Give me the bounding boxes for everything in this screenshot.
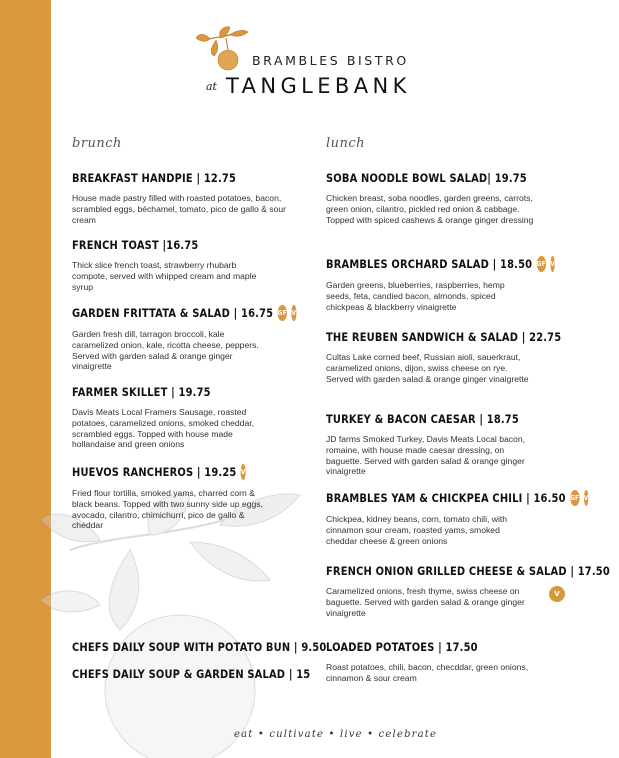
vegetarian-badge: V [291,305,296,321]
menu-item-title: CHEFS DAILY SOUP & GARDEN SALAD | 15 [72,667,311,681]
menu-item-name: TURKEY & BACON CAESAR [326,412,476,426]
menu-item [72,667,312,681]
gluten-free-badge: GF [277,305,286,321]
menu-item-description: Davis Meats Local Framers Sausage, roasted potatoes, caramelized onions, smoked cheddar, scrambled eggs. Topped with house made hollandaise and green onions [72,407,255,450]
menu-item-name: FRENCH TOAST [72,238,159,252]
menu-item-name: LOADED POTATOES [326,640,435,654]
menu-item-title: TURKEY & BACON CAESAR | 18.75 [326,412,519,426]
menu-item-title: HUEVOS RANCHEROS | 19.25 V [72,465,246,479]
menu-item-title: FRENCH TOAST | 16.75 [72,238,199,252]
menu-item-price: 9.50 [301,640,327,654]
menu-item [72,305,297,372]
menu-item-title: LOADED POTATOES | 17.50 [326,640,478,654]
vegetarian-badge: V [584,490,589,506]
menu-item [326,640,556,684]
menu-item-price: 12.75 [203,171,237,185]
menu-item [72,640,327,654]
menu-item-price: 19.25 [204,465,237,479]
brunch-column [72,136,327,696]
menu-item-description: House made pastry filled with roasted potatoes, bacon, scrambled eggs, béchamel, tomato, pico de gallo & sour cream [72,193,287,225]
menu-item [72,464,272,531]
vegetarian-badge: V [549,586,565,602]
menu-item-description: Fried flour tortilla, smoked yams, charred corn & black beans. Topped with two sunny side up eggs, avocado, cilantro, chimichurri, pico de gallo & cheddar [72,488,263,531]
menu-item-title: THE REUBEN SANDWICH & SALAD | 22.75 [326,330,562,344]
menu-item-price: 17.50 [445,640,478,654]
menu-item-name: FARMER SKILLET [72,385,168,399]
lunch-column [326,136,610,696]
menu-item-description: Cultas Lake corned beef, Russian aioli, sauerkraut, caramelized onions, dijon, swiss cheese on rye. Served with garden salad & orange ginger vinaigrette [326,352,529,384]
menu-item [72,238,262,292]
menu-item-price: 19.75 [494,171,527,185]
menu-item-title: FRENCH ONION GRILLED CHEESE & SALAD | 17.50 [326,564,610,578]
menu-item-title: BREAKFAST HANDPIE | 12.75 [72,171,237,185]
menu-item-title: FARMER SKILLET | 19.75 [72,385,211,399]
menu-item-name: HUEVOS RANCHEROS [72,465,194,479]
lunch-section-title: lunch [326,136,366,151]
menu-item [326,330,562,384]
menu-item-description: Garden greens, blueberries, raspberries, hemp seeds, feta, candied bacon, almonds, spiced chickpeas & blackberry vinaigrette [326,280,505,312]
menu-item-name: SOBA NOODLE BOWL SALAD [326,171,488,185]
menu-item-price: 18.50 [500,257,533,271]
menu-item-name: CHEFS DAILY SOUP WITH POTATO BUN [72,640,291,654]
menu-item-price: 15 [296,667,311,681]
menu-item-title: CHEFS DAILY SOUP WITH POTATO BUN | 9.50 [72,640,327,654]
menu-item-title: BRAMBLES ORCHARD SALAD | 18.50 GF V [326,257,556,271]
menu-item-price: 19.75 [178,385,211,399]
menu-item-name: FRENCH ONION GRILLED CHEESE & SALAD [326,564,567,578]
menu-item-name: CHEFS DAILY SOUP & GARDEN SALAD [72,667,286,681]
vegetarian-badge: V [550,256,555,272]
menu-item-name: BRAMBLES YAM & CHICKPEA CHILI [326,491,523,505]
menu-item-name: GARDEN FRITTATA & SALAD [72,306,231,320]
menu-item [72,171,292,225]
menu-item-title: SOBA NOODLE BOWL SALAD | 19.75 [326,171,527,185]
menu-item-description: Roast potatoes, chili, bacon, checddar, green onions, cinnamon & sour cream [326,662,529,683]
brand-subtitle: BRAMBLES BISTRO [252,53,409,68]
menu-item-price: 16.75 [241,306,274,320]
menu-item-price: 17.50 [577,564,610,578]
vegetarian-badge: V [241,464,246,480]
menu-item-title: GARDEN FRITTATA & SALAD | 16.75 GF V [72,306,297,320]
menu-item [326,490,589,546]
menu-item-name: THE REUBEN SANDWICH & SALAD [326,330,519,344]
menu-item-description: Chicken breast, soba noodles, garden greens, carrots, green onion, cilantro, pickled red onion & cabbage. Topped with spiced cashews & orange ginger dressing [326,193,534,225]
menu-item [326,256,556,312]
menu-item [326,412,531,477]
menu-item-description: Caramelized onions, fresh thyme, swiss cheese on baguette. Served with garden salad & orange ginger vinaigrette [326,586,525,618]
menu-item-description: Garden fresh dill, tarragon broccoli, kale caramelized onion, kale, ricotta cheese, peppers. Served with garden salad & orange ginger vinaigrette [72,329,259,372]
menu-item [326,564,610,618]
orange-logo-icon [196,26,250,74]
menu-item-price: 16.50 [533,491,566,505]
brand-at: at [206,80,217,93]
menu-item-description: Chickpea, kidney beans, corn, tomato chili, with cinnamon sour cream, roasted yams, smoked cheddar cheese & green onions [326,514,508,546]
gluten-free-badge: GF [570,490,579,506]
menu-item-title: BRAMBLES YAM & CHICKPEA CHILI | 16.50 GF V [326,491,589,505]
brand-title: TANGLEBANK [226,74,411,98]
footer-tagline: eat • cultivate • live • celebrate [234,729,438,740]
menu-item-price: 16.75 [166,238,199,252]
menu-item [326,171,536,225]
menu-item-name: BRAMBLES ORCHARD SALAD [326,257,490,271]
menu-item-description: Thick slice french toast, strawberry rhubarb compote, served with whipped cream and maple syrup [72,260,257,292]
menu-item [72,385,272,450]
gluten-free-badge: GF [536,256,545,272]
menu-item-name: BREAKFAST HANDPIE [72,171,193,185]
brunch-section-title: brunch [72,136,122,151]
menu-item-description: JD farms Smoked Turkey, Davis Meats Local bacon, romaine, with house made caesar dressing, on baguette. Served with garden salad & orange ginger vinaigrette [326,434,526,477]
menu-item-price: 18.75 [486,412,519,426]
menu-item-price: 22.75 [529,330,562,344]
